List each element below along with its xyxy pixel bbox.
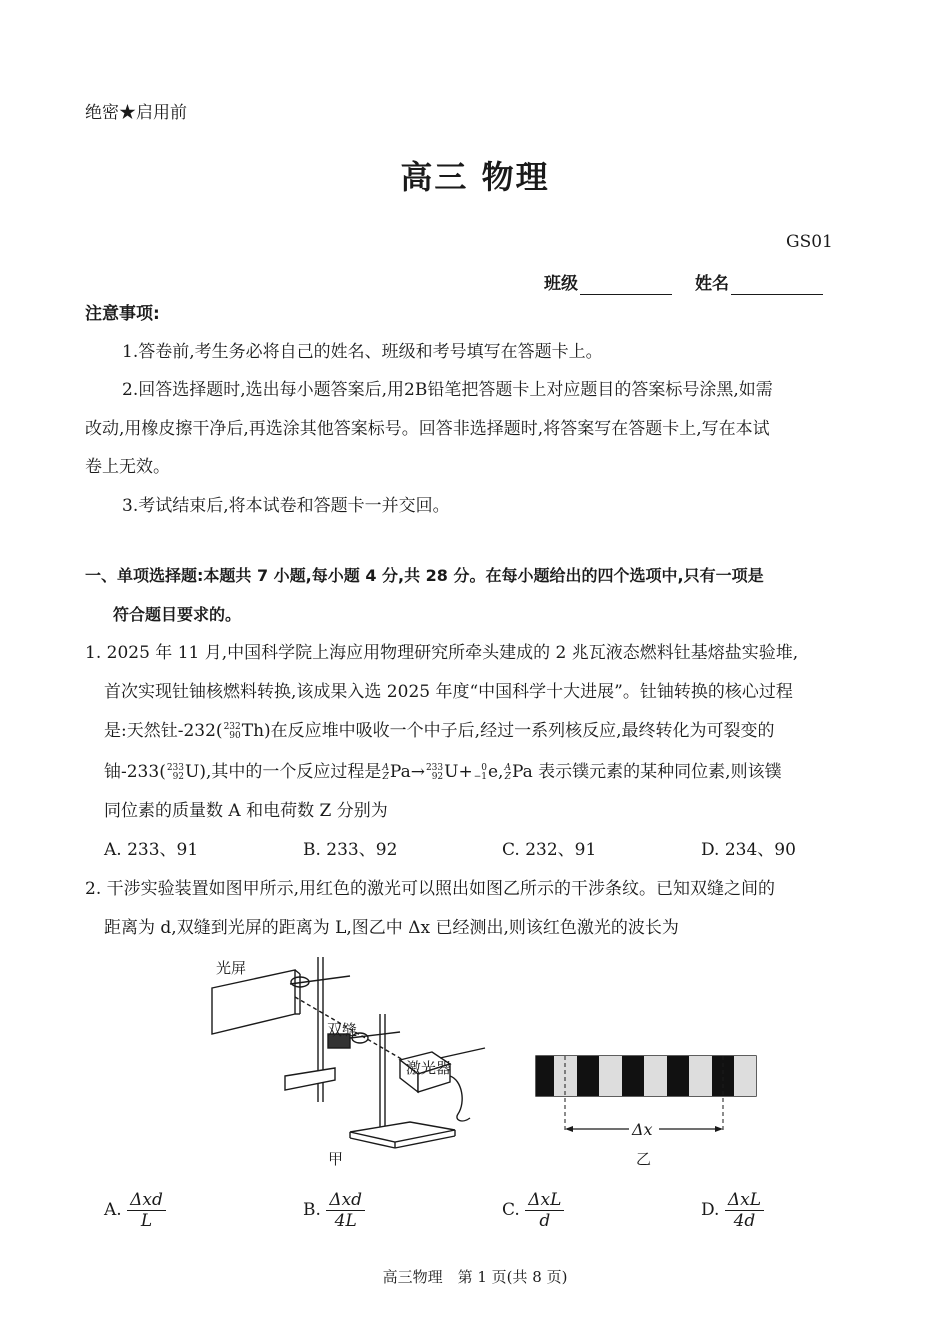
q1-line-3: 是:天然钍-232( 232 90 Th)在反应堆中吸收一个中子后,经过一系列核反应,最终转化为可裂变的 [104,721,775,741]
q2-line-2: 距离为 d,双缝到光屏的距离为 L,图乙中 Δx 已经测出,则该红色激光的波长为 [104,918,679,938]
thorium-isotope-numbers: 232 90 [223,721,241,741]
notice-item-2-line-1: 2.回答选择题时,选出每小题答案后,用2B铅笔把答题卡上对应题目的答案标号涂黑,如需 [122,380,773,400]
class-label: 班级 [544,274,578,294]
page-footer: 高三物理 第 1 页(共 8 页) [382,1268,568,1286]
class-blank[interactable] [580,276,672,295]
q2-option-c[interactable]: C. $\frac{\text{ΔxL}}{d}$ [502,1190,564,1231]
q1-option-a[interactable]: A. 233、91 [104,840,199,860]
label-figure-jia: 甲 [328,1150,344,1168]
q1-option-c[interactable]: C. 232、91 [502,840,597,860]
q1-option-d[interactable]: D. 234、90 [701,840,796,860]
q1-line-5: 同位素的质量数 A 和电荷数 Z 分别为 [104,801,388,821]
figure-jia-apparatus [200,952,490,1152]
label-figure-yi: 乙 [636,1150,652,1168]
notice-item-3: 3.考试结束后,将本试卷和答题卡一并交回。 [122,496,450,516]
notice-item-1: 1.答卷前,考生务必将自己的姓名、班级和考号填写在答题卡上。 [122,342,603,362]
light-screen-shape [212,970,295,1034]
section-1-heading-line-2: 符合题目要求的。 [113,605,242,624]
q2-option-a[interactable]: A. $\frac{\text{Δxd}}{L}$ [104,1190,166,1231]
reaction-arrow: → [410,762,425,782]
secret-label: 绝密★启用前 [85,103,187,123]
q1-option-b[interactable]: B. 233、92 [303,840,398,860]
electron-numbers: 0 −1 [473,762,487,782]
notice-heading: 注意事项: [85,304,160,324]
q2-option-d[interactable]: D. $\frac{\text{ΔxL}}{4d}$ [701,1190,764,1231]
q2-option-b[interactable]: B. $\frac{\text{Δxd}}{4L}$ [303,1190,365,1231]
uranium-isotope-numbers: 233 92 [166,762,185,782]
label-double-slit: 双缝 [327,1021,358,1039]
class-field[interactable] [544,273,672,295]
label-light-screen: 光屏 [216,959,247,977]
name-label: 姓名 [695,274,729,294]
pa-isotope-numbers: A Z [382,762,389,782]
notice-item-2-line-3: 卷上无效。 [85,457,170,477]
q2-line-1: 2. 干涉实验装置如图甲所示,用红色的激光可以照出如图乙所示的干涉条纹。已知双缝之间的 [85,879,776,899]
paper-code: GS01 [786,232,833,252]
label-delta-x: Δx [632,1120,653,1139]
label-laser: 激光器 [406,1059,452,1077]
name-blank[interactable] [731,276,823,295]
page-title: 高三 物理 [400,158,550,196]
name-field[interactable] [695,273,823,295]
q1-line-1: 1. 2025 年 11 月,中国科学院上海应用物理研究所牵头建成的 2 兆瓦液态燃料钍基熔盐实验堆, [85,643,799,663]
q1-line-4: 铀-233( 233 92 U),其中的一个反应过程是 A Z Pa→ 233 92 U+ 0 −1 e, A Z Pa 表示镤元素的某种同位素,则该镤 [104,762,782,782]
notice-item-2-line-2: 改动,用橡皮擦干净后,再选涂其他答案标号。回答非选择题时,将答案写在答题卡上,写在本试 [85,419,770,439]
q1-line-2: 首次实现钍铀核燃料转换,该成果入选 2025 年度“中国科学十大进展”。钍铀转换的核心过程 [104,682,793,702]
section-1-heading-line-1: 一、单项选择题:本题共 7 小题,每小题 4 分,共 28 分。在每小题给出的四个选项中,只有一项是 [85,566,764,585]
